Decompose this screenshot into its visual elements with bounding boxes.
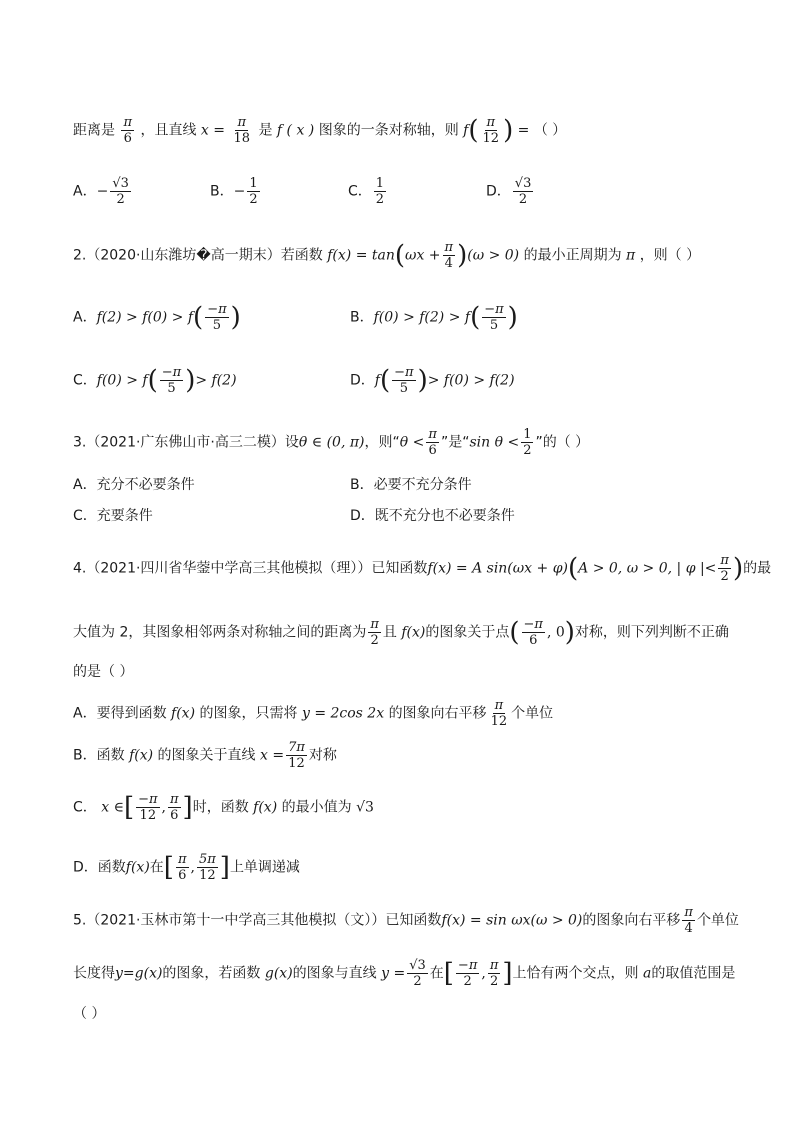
q4-line2-frac: $\frac{\pi}{2}$ (370, 617, 379, 648)
q4-option-d-frac2: $\frac{5\pi}{12}$ (198, 852, 216, 883)
q2-option-d-frac: $\frac{-\pi}{5}$ (394, 365, 414, 396)
q0-option-a[interactable]: A．− $\frac{√3}{2}$ (73, 176, 129, 207)
q2-option-c[interactable]: C．f(0) > f( $\frac{-\pi}{5}$ )> f(2) (73, 365, 237, 396)
q4-cond-frac: $\frac{\pi}{2}$ (720, 553, 729, 584)
q2-option-a-frac: $\frac{-\pi}{5}$ (207, 302, 227, 333)
q4-option-c-frac1: $\frac{-\pi}{12}$ (138, 792, 158, 823)
q2-stem: 2.（2020·山东潍坊�高一期末）若函数 f(x) = tan(ωx + $\frac{\pi}{4}$ )(ω > 0) 的最小正周期为 π ，则（ ） (73, 240, 701, 271)
q0-option-d[interactable]: D． $\frac{√3}{2}$ (486, 176, 532, 207)
q5-stem-line3: （ ） (73, 1006, 106, 1022)
q2-func: f(x) = tan (327, 247, 395, 264)
q0-option-c-frac: $\frac{1}{2}$ (375, 176, 385, 207)
q0-option-b[interactable]: B．− $\frac{1}{2}$ (210, 176, 258, 207)
q0-option-b-frac: $\frac{1}{2}$ (249, 176, 258, 207)
q4-option-c[interactable]: C． x ∈[ $\frac{-\pi}{12}$ , $\frac{\pi}{6}$ ]时，函数 f(x) 的最小值为 √3 (73, 792, 374, 823)
q0-frac-c: $\frac{\pi}{12}$ (482, 115, 500, 146)
q3-frac-a: $\frac{\pi}{6}$ (428, 427, 437, 458)
q3-option-c[interactable]: C．充要条件 (73, 508, 153, 524)
q2-option-a[interactable]: A．f(2) > f(0) > f( $\frac{-\pi}{5}$ ) (73, 302, 241, 333)
q5-stem-line2: 长度得y=g(x)的图象，若函数 g(x)的图象与直线 y = $\frac{√3}{2}$ 在[ $\frac{-\pi}{2}$ , $\frac{\pi}{2}$ ]上恰有两个交点，则 a的取值范围是 (73, 958, 736, 989)
q4-point-frac: $\frac{-\pi}{6}$ (523, 617, 543, 648)
q5-interval-frac1: $\frac{-\pi}{2}$ (457, 958, 478, 989)
q0-text-a: 距离是 (73, 122, 115, 139)
q0-var-x: x (200, 122, 209, 139)
q2-option-c-frac: $\frac{-\pi}{5}$ (161, 365, 182, 396)
q4-option-a-frac: $\frac{\pi}{12}$ (490, 698, 508, 729)
q0-text-e: = （ ） (517, 122, 567, 139)
q3-option-a[interactable]: A．充分不必要条件 (73, 477, 195, 493)
q5-stem-line1: 5.（2021·玉林市第十一中学高三其他模拟（文））已知函数f(x) = sin ωx(ω > 0)的图象向右平移 $\frac{\pi}{4}$ 个单位 (73, 905, 739, 936)
q2-option-d[interactable]: D．f( $\frac{-\pi}{5}$ )> f(0) > f(2) (350, 365, 515, 396)
q4-stem-line2: 大值为 2，其图象相邻两条对称轴之间的距离为 $\frac{\pi}{2}$ 且 f(x)的图象关于点( $\frac{-\pi}{6}$ , 0)对称，则下列判断不正确 (73, 617, 729, 648)
q3-stem: 3.（2021·广东佛山市·高三二模）设θ ∈ (0, π)，则“θ < $\frac{\pi}{6}$ ”是“sin θ < $\frac{1}{2}$ ”的（ ） (73, 427, 590, 458)
q4-option-c-frac2: $\frac{\pi}{6}$ (170, 792, 179, 823)
q0-text-d: 图象的一条对称轴，则 (318, 122, 459, 139)
q0-text-b: ，且直线 (140, 122, 197, 139)
q4-stem-line1: 4.（2021·四川省华蓥中学高三其他模拟（理））已知函数f(x) = A sin(ωx + φ)(A > 0, ω > 0, | φ |< $\frac{\pi}{2}$ )的最 (73, 553, 772, 584)
q5-frac: $\frac{\pi}{4}$ (684, 905, 693, 936)
q0-option-c[interactable]: C． $\frac{1}{2}$ (348, 176, 385, 207)
q0-text-c: 是 (258, 122, 273, 139)
q5-line2-frac: $\frac{√3}{2}$ (409, 958, 426, 989)
q0-eq: = (213, 122, 225, 139)
q0-option-a-frac: $\frac{√3}{2}$ (112, 176, 129, 207)
q4-option-d-frac1: $\frac{\pi}{6}$ (177, 852, 187, 883)
q4-option-d[interactable]: D．函数f(x)在[ $\frac{\pi}{6}$ , $\frac{5\pi}{12}$ ]上单调递减 (73, 852, 300, 883)
q0-frac-a: $\frac{\pi}{6}$ (123, 115, 132, 146)
q0-frac-b: $\frac{\pi}{18}$ (233, 115, 250, 146)
q0-func-fx: f ( x ) (276, 122, 315, 139)
q2-frac: $\frac{\pi}{4}$ (444, 240, 454, 271)
q3-option-b[interactable]: B．必要不充分条件 (350, 477, 472, 493)
q5-interval-frac2: $\frac{\pi}{2}$ (489, 958, 499, 989)
q0-stem: 距离是 $\frac{\pi}{6}$ ，且直线 x = $\frac{\pi}{18}$ 是 f ( x ) 图象的一条对称轴，则 f( $\frac{\pi}{12}$ ) = （ ） (73, 115, 567, 146)
q2-option-b[interactable]: B．f(0) > f(2) > f( $\frac{-\pi}{5}$ ) (350, 302, 518, 333)
q3-frac-b: $\frac{1}{2}$ (523, 427, 532, 458)
q3-option-d[interactable]: D．既不充分也不必要条件 (350, 508, 515, 524)
q0-option-d-frac: $\frac{√3}{2}$ (514, 176, 532, 207)
q0-func-f: f (463, 122, 469, 139)
q4-stem-line3: 的是（ ） (73, 664, 134, 680)
q4-option-a[interactable]: A．要得到函数 f(x) 的图象，只需将 y = 2cos 2x 的图象向右平移 $\frac{\pi}{12}$ 个单位 (73, 698, 554, 729)
q4-option-b-frac: $\frac{7\pi}{12}$ (288, 740, 305, 771)
q2-option-b-frac: $\frac{-\pi}{5}$ (484, 302, 504, 333)
q4-option-b[interactable]: B．函数 f(x) 的图象关于直线 x = $\frac{7\pi}{12}$ 对称 (73, 740, 337, 771)
